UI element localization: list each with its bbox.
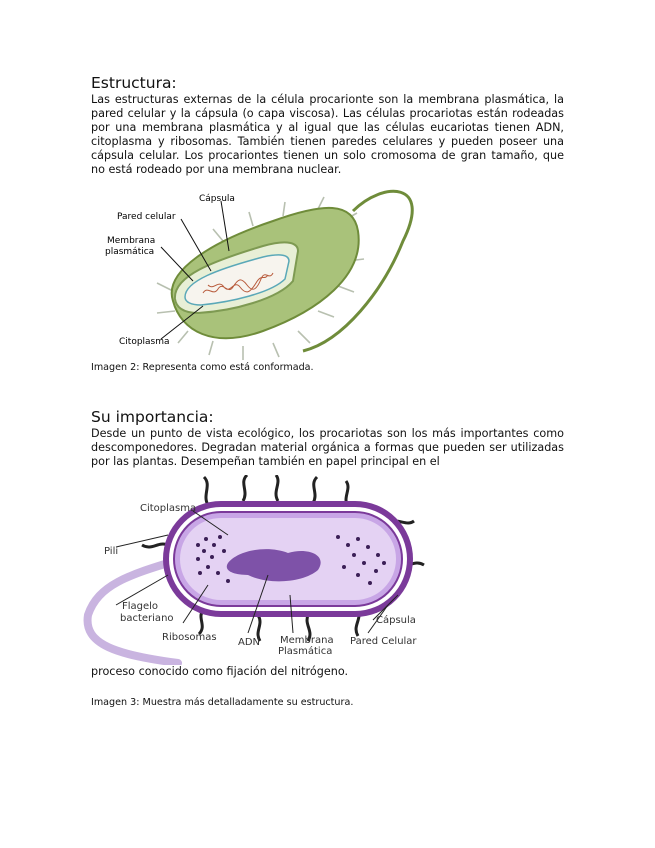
paragraph-estructura: Las estructuras externas de la célula procarionte son la membrana plasmática, la pared celular y la cápsula (o capa viscosa). Las células procariotas están rodeadas por una membrana plasmática y al igual que las células eucariotas tienen ADN, citoplasma y ribosomas. También tienen paredes celulares y pueden poseer una cápsula celular. Los procariontes tienen un solo cromosoma de gran tamaño, que no está rodeado por una membrana nuclear. <box>91 93 564 176</box>
label-capsula: Cápsula <box>199 194 235 204</box>
label-flagelo: Flagelo <box>122 601 159 612</box>
label-citoplasma: Citoplasma <box>119 337 170 347</box>
label-capsula: Cápsula <box>376 615 416 626</box>
label-pared-celular: Pared Celular <box>350 636 417 647</box>
label-citoplasma: Citoplasma <box>140 503 197 514</box>
label-membrana: Membrana <box>280 635 334 646</box>
label-adn: ADN <box>238 637 261 648</box>
label-plasmatica: Plasmática <box>278 646 333 657</box>
figure-bacterium-detailed <box>58 475 430 665</box>
paragraph-importancia-cont: proceso conocido como fijación del nitrógeno. <box>91 665 349 678</box>
section-heading-importancia: Su importancia: <box>91 408 214 426</box>
label-bacteriano: bacteriano <box>120 613 174 624</box>
label-ribosomas: Ribosomas <box>162 632 217 643</box>
caption-imagen-3: Imagen 3: Muestra más detalladamente su estructura. <box>91 697 354 708</box>
figure-prokaryote-cutaway <box>103 181 423 363</box>
label-plasmatica: plasmática <box>105 247 155 257</box>
label-pared-celular: Pared celular <box>117 212 176 222</box>
label-membrana: Membrana <box>107 236 156 246</box>
caption-imagen-2: Imagen 2: Representa como está conformada. <box>91 362 314 373</box>
paragraph-importancia: Desde un punto de vista ecológico, los procariotas son los más importantes como descomponedores. Degradan material orgánica a formas que pueden ser utilizadas por las plantas. Desempeñan también en papel principal en el <box>91 427 564 468</box>
section-heading-estructura: Estructura: <box>91 74 177 92</box>
label-pili: Pili <box>104 546 119 557</box>
